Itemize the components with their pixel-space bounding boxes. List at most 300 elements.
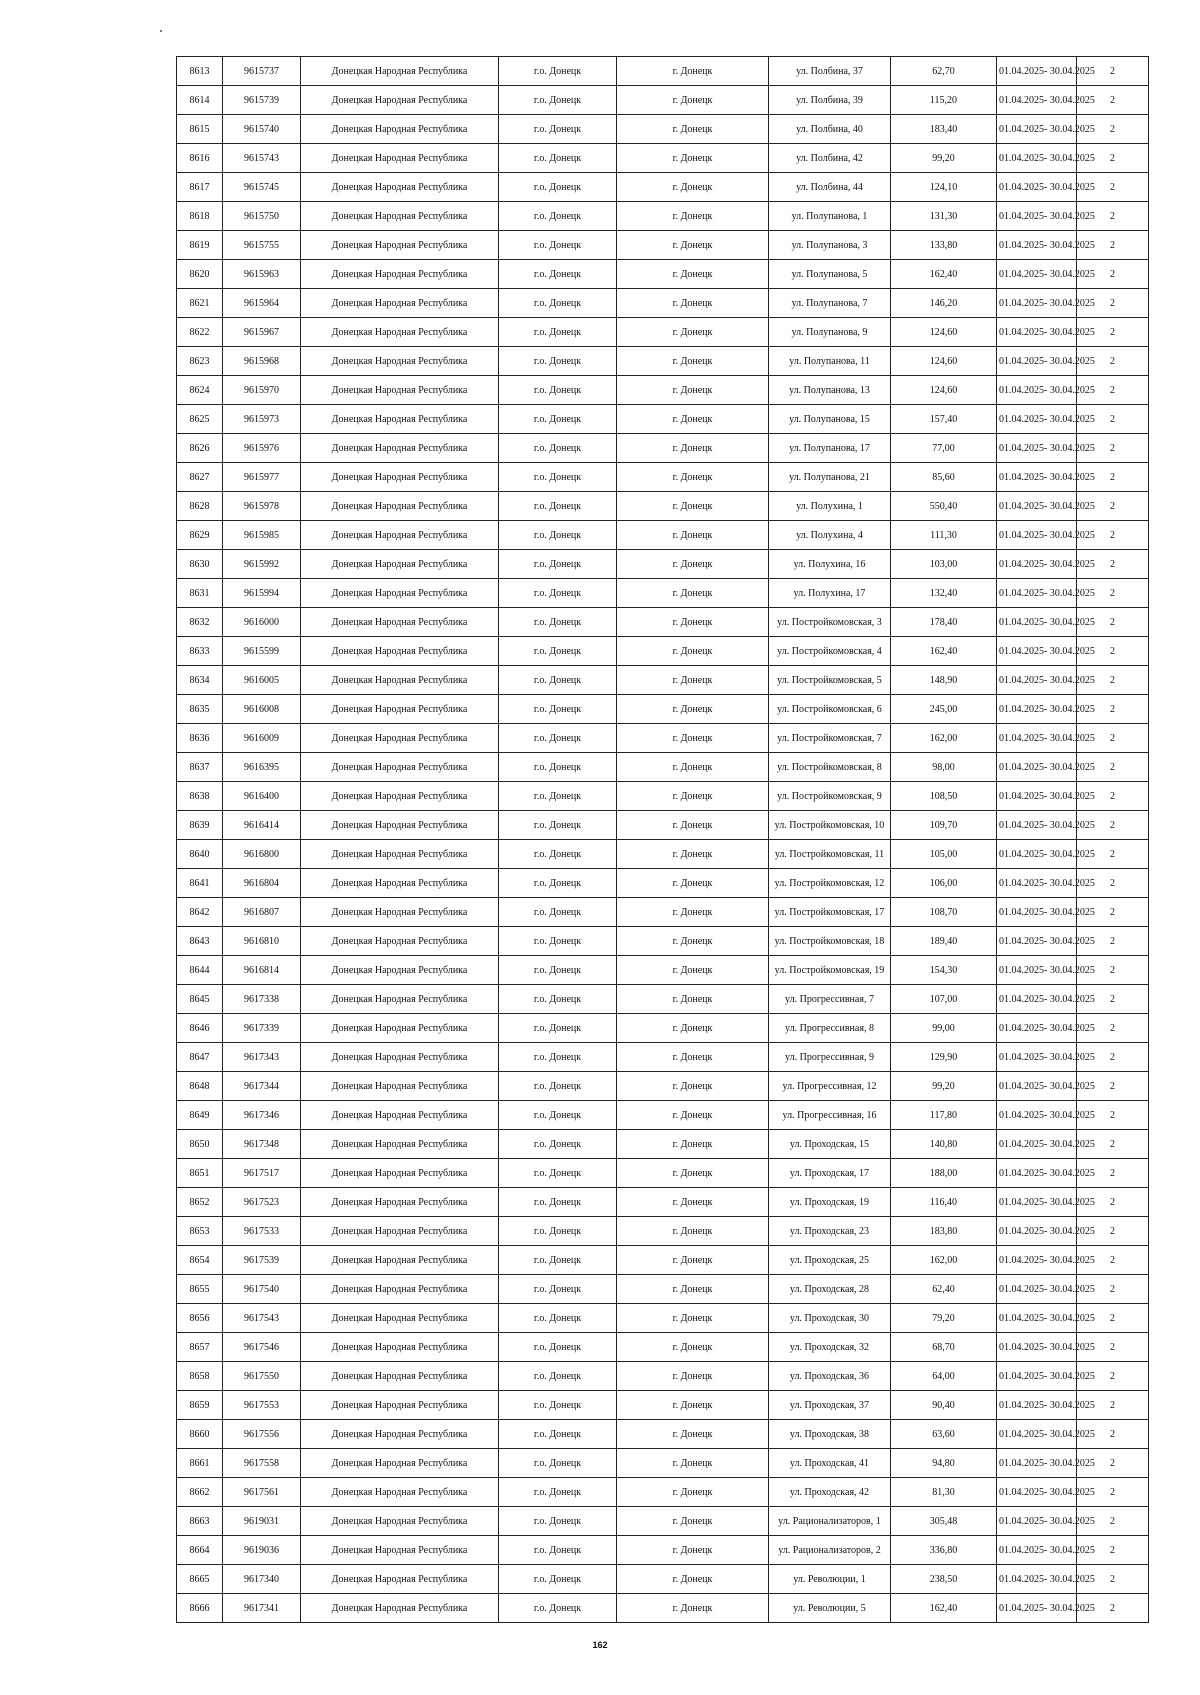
area-cell: 550,40 xyxy=(891,492,997,521)
region-cell: Донецкая Народная Республика xyxy=(301,57,499,86)
city-cell: г. Донецк xyxy=(617,492,769,521)
area-cell: 105,00 xyxy=(891,840,997,869)
area-cell: 162,40 xyxy=(891,637,997,666)
table-row xyxy=(177,260,1149,289)
row-number-cell: 8648 xyxy=(177,1072,223,1101)
period-cell: 01.04.2025- 30.04.2025 xyxy=(997,608,1077,637)
object-code-cell: 9615963 xyxy=(223,260,301,289)
object-code-cell: 9617556 xyxy=(223,1420,301,1449)
period-cell: 01.04.2025- 30.04.2025 xyxy=(997,1188,1077,1217)
district-cell: г.о. Донецк xyxy=(499,869,617,898)
address-cell: ул. Постройкомовская, 19 xyxy=(769,956,891,985)
row-number-cell: 8655 xyxy=(177,1275,223,1304)
category-cell: 2 xyxy=(1077,898,1149,927)
row-number-cell: 8641 xyxy=(177,869,223,898)
category-cell: 2 xyxy=(1077,1101,1149,1130)
table-row xyxy=(177,985,1149,1014)
region-cell: Донецкая Народная Республика xyxy=(301,985,499,1014)
city-cell: г. Донецк xyxy=(617,521,769,550)
period-cell: 01.04.2025- 30.04.2025 xyxy=(997,1130,1077,1159)
object-code-cell: 9615964 xyxy=(223,289,301,318)
city-cell: г. Донецк xyxy=(617,637,769,666)
address-cell: ул. Полбина, 37 xyxy=(769,57,891,86)
table-row xyxy=(177,1101,1149,1130)
table-row xyxy=(177,1014,1149,1043)
table-row xyxy=(177,1333,1149,1362)
row-number-cell: 8662 xyxy=(177,1478,223,1507)
category-cell: 2 xyxy=(1077,927,1149,956)
city-cell: г. Донецк xyxy=(617,115,769,144)
object-code-cell: 9615599 xyxy=(223,637,301,666)
city-cell: г. Донецк xyxy=(617,695,769,724)
period-cell: 01.04.2025- 30.04.2025 xyxy=(997,376,1077,405)
table-row xyxy=(177,811,1149,840)
district-cell: г.о. Донецк xyxy=(499,956,617,985)
table-row xyxy=(177,666,1149,695)
object-code-cell: 9619031 xyxy=(223,1507,301,1536)
area-cell: 178,40 xyxy=(891,608,997,637)
address-cell: ул. Революции, 5 xyxy=(769,1594,891,1623)
category-cell: 2 xyxy=(1077,1594,1149,1623)
object-code-cell: 9615739 xyxy=(223,86,301,115)
category-cell: 2 xyxy=(1077,1217,1149,1246)
address-cell: ул. Постройкомовская, 3 xyxy=(769,608,891,637)
period-cell: 01.04.2025- 30.04.2025 xyxy=(997,637,1077,666)
period-cell: 01.04.2025- 30.04.2025 xyxy=(997,1362,1077,1391)
area-cell: 99,00 xyxy=(891,1014,997,1043)
area-cell: 99,20 xyxy=(891,144,997,173)
row-number-cell: 8659 xyxy=(177,1391,223,1420)
table-row xyxy=(177,782,1149,811)
district-cell: г.о. Донецк xyxy=(499,1478,617,1507)
area-cell: 132,40 xyxy=(891,579,997,608)
period-cell: 01.04.2025- 30.04.2025 xyxy=(997,231,1077,260)
row-number-cell: 8663 xyxy=(177,1507,223,1536)
region-cell: Донецкая Народная Республика xyxy=(301,1478,499,1507)
city-cell: г. Донецк xyxy=(617,666,769,695)
object-code-cell: 9615994 xyxy=(223,579,301,608)
period-cell: 01.04.2025- 30.04.2025 xyxy=(997,434,1077,463)
city-cell: г. Донецк xyxy=(617,144,769,173)
table-row xyxy=(177,492,1149,521)
address-cell: ул. Проходская, 23 xyxy=(769,1217,891,1246)
category-cell: 2 xyxy=(1077,1188,1149,1217)
period-cell: 01.04.2025- 30.04.2025 xyxy=(997,1478,1077,1507)
area-cell: 106,00 xyxy=(891,869,997,898)
category-cell: 2 xyxy=(1077,463,1149,492)
category-cell: 2 xyxy=(1077,86,1149,115)
address-cell: ул. Полухина, 17 xyxy=(769,579,891,608)
city-cell: г. Донецк xyxy=(617,1159,769,1188)
category-cell: 2 xyxy=(1077,695,1149,724)
address-cell: ул. Полупанова, 5 xyxy=(769,260,891,289)
object-code-cell: 9617558 xyxy=(223,1449,301,1478)
district-cell: г.о. Донецк xyxy=(499,1420,617,1449)
table-row xyxy=(177,376,1149,405)
region-cell: Донецкая Народная Республика xyxy=(301,608,499,637)
area-cell: 154,30 xyxy=(891,956,997,985)
category-cell: 2 xyxy=(1077,1478,1149,1507)
category-cell: 2 xyxy=(1077,637,1149,666)
area-cell: 129,90 xyxy=(891,1043,997,1072)
object-code-cell: 9616395 xyxy=(223,753,301,782)
district-cell: г.о. Донецк xyxy=(499,1594,617,1623)
object-code-cell: 9615755 xyxy=(223,231,301,260)
object-code-cell: 9617339 xyxy=(223,1014,301,1043)
area-cell: 131,30 xyxy=(891,202,997,231)
area-cell: 124,60 xyxy=(891,318,997,347)
address-cell: ул. Проходская, 36 xyxy=(769,1362,891,1391)
district-cell: г.о. Донецк xyxy=(499,492,617,521)
category-cell: 2 xyxy=(1077,347,1149,376)
category-cell: 2 xyxy=(1077,1043,1149,1072)
row-number-cell: 8614 xyxy=(177,86,223,115)
row-number-cell: 8653 xyxy=(177,1217,223,1246)
category-cell: 2 xyxy=(1077,666,1149,695)
district-cell: г.о. Донецк xyxy=(499,840,617,869)
city-cell: г. Донецк xyxy=(617,1362,769,1391)
area-cell: 133,80 xyxy=(891,231,997,260)
region-cell: Донецкая Народная Республика xyxy=(301,492,499,521)
period-cell: 01.04.2025- 30.04.2025 xyxy=(997,695,1077,724)
city-cell: г. Донецк xyxy=(617,1449,769,1478)
district-cell: г.о. Донецк xyxy=(499,1275,617,1304)
area-cell: 103,00 xyxy=(891,550,997,579)
area-cell: 162,40 xyxy=(891,1594,997,1623)
category-cell: 2 xyxy=(1077,1362,1149,1391)
table-row xyxy=(177,608,1149,637)
row-number-cell: 8618 xyxy=(177,202,223,231)
region-cell: Донецкая Народная Республика xyxy=(301,1043,499,1072)
row-number-cell: 8635 xyxy=(177,695,223,724)
period-cell: 01.04.2025- 30.04.2025 xyxy=(997,1594,1077,1623)
category-cell: 2 xyxy=(1077,1246,1149,1275)
category-cell: 2 xyxy=(1077,318,1149,347)
address-cell: ул. Прогрессивная, 16 xyxy=(769,1101,891,1130)
address-cell: ул. Проходская, 32 xyxy=(769,1333,891,1362)
district-cell: г.о. Донецк xyxy=(499,1536,617,1565)
district-cell: г.о. Донецк xyxy=(499,1391,617,1420)
object-code-cell: 9615967 xyxy=(223,318,301,347)
object-code-cell: 9617543 xyxy=(223,1304,301,1333)
object-code-cell: 9617348 xyxy=(223,1130,301,1159)
address-cell: ул. Постройкомовская, 8 xyxy=(769,753,891,782)
city-cell: г. Донецк xyxy=(617,1188,769,1217)
object-code-cell: 9615978 xyxy=(223,492,301,521)
area-cell: 81,30 xyxy=(891,1478,997,1507)
object-code-cell: 9617340 xyxy=(223,1565,301,1594)
region-cell: Донецкая Народная Республика xyxy=(301,579,499,608)
region-cell: Донецкая Народная Республика xyxy=(301,260,499,289)
city-cell: г. Донецк xyxy=(617,840,769,869)
area-cell: 140,80 xyxy=(891,1130,997,1159)
region-cell: Донецкая Народная Республика xyxy=(301,318,499,347)
city-cell: г. Донецк xyxy=(617,231,769,260)
table-row xyxy=(177,1478,1149,1507)
period-cell: 01.04.2025- 30.04.2025 xyxy=(997,927,1077,956)
row-number-cell: 8627 xyxy=(177,463,223,492)
address-cell: ул. Прогрессивная, 9 xyxy=(769,1043,891,1072)
category-cell: 2 xyxy=(1077,1130,1149,1159)
city-cell: г. Донецк xyxy=(617,173,769,202)
category-cell: 2 xyxy=(1077,202,1149,231)
category-cell: 2 xyxy=(1077,521,1149,550)
category-cell: 2 xyxy=(1077,1391,1149,1420)
city-cell: г. Донецк xyxy=(617,405,769,434)
address-cell: ул. Полупанова, 11 xyxy=(769,347,891,376)
category-cell: 2 xyxy=(1077,753,1149,782)
area-cell: 62,40 xyxy=(891,1275,997,1304)
region-cell: Донецкая Народная Республика xyxy=(301,86,499,115)
period-cell: 01.04.2025- 30.04.2025 xyxy=(997,1217,1077,1246)
period-cell: 01.04.2025- 30.04.2025 xyxy=(997,869,1077,898)
district-cell: г.о. Донецк xyxy=(499,405,617,434)
region-cell: Донецкая Народная Республика xyxy=(301,434,499,463)
area-cell: 85,60 xyxy=(891,463,997,492)
row-number-cell: 8656 xyxy=(177,1304,223,1333)
row-number-cell: 8642 xyxy=(177,898,223,927)
row-number-cell: 8619 xyxy=(177,231,223,260)
district-cell: г.о. Донецк xyxy=(499,173,617,202)
table-row xyxy=(177,1362,1149,1391)
row-number-cell: 8621 xyxy=(177,289,223,318)
address-cell: ул. Полухина, 1 xyxy=(769,492,891,521)
period-cell: 01.04.2025- 30.04.2025 xyxy=(997,86,1077,115)
table-row xyxy=(177,840,1149,869)
region-cell: Донецкая Народная Республика xyxy=(301,1101,499,1130)
object-code-cell: 9615968 xyxy=(223,347,301,376)
object-code-cell: 9617517 xyxy=(223,1159,301,1188)
table-row xyxy=(177,521,1149,550)
object-code-cell: 9615985 xyxy=(223,521,301,550)
city-cell: г. Донецк xyxy=(617,1072,769,1101)
address-cell: ул. Полбина, 42 xyxy=(769,144,891,173)
city-cell: г. Донецк xyxy=(617,1043,769,1072)
period-cell: 01.04.2025- 30.04.2025 xyxy=(997,1246,1077,1275)
category-cell: 2 xyxy=(1077,811,1149,840)
category-cell: 2 xyxy=(1077,1507,1149,1536)
address-cell: ул. Прогрессивная, 12 xyxy=(769,1072,891,1101)
area-cell: 116,40 xyxy=(891,1188,997,1217)
period-cell: 01.04.2025- 30.04.2025 xyxy=(997,1507,1077,1536)
district-cell: г.о. Донецк xyxy=(499,521,617,550)
district-cell: г.о. Донецк xyxy=(499,202,617,231)
region-cell: Донецкая Народная Республика xyxy=(301,927,499,956)
area-cell: 157,40 xyxy=(891,405,997,434)
district-cell: г.о. Донецк xyxy=(499,1362,617,1391)
area-cell: 90,40 xyxy=(891,1391,997,1420)
object-code-cell: 9616800 xyxy=(223,840,301,869)
row-number-cell: 8651 xyxy=(177,1159,223,1188)
object-code-cell: 9615745 xyxy=(223,173,301,202)
area-cell: 117,80 xyxy=(891,1101,997,1130)
table-row xyxy=(177,898,1149,927)
region-cell: Донецкая Народная Республика xyxy=(301,1420,499,1449)
address-cell: ул. Постройкомовская, 11 xyxy=(769,840,891,869)
city-cell: г. Донецк xyxy=(617,927,769,956)
table-row xyxy=(177,1391,1149,1420)
area-cell: 94,80 xyxy=(891,1449,997,1478)
district-cell: г.о. Донецк xyxy=(499,347,617,376)
category-cell: 2 xyxy=(1077,869,1149,898)
region-cell: Донецкая Народная Республика xyxy=(301,1391,499,1420)
address-cell: ул. Постройкомовская, 6 xyxy=(769,695,891,724)
region-cell: Донецкая Народная Республика xyxy=(301,1333,499,1362)
city-cell: г. Донецк xyxy=(617,260,769,289)
row-number-cell: 8633 xyxy=(177,637,223,666)
period-cell: 01.04.2025- 30.04.2025 xyxy=(997,898,1077,927)
period-cell: 01.04.2025- 30.04.2025 xyxy=(997,1159,1077,1188)
district-cell: г.о. Донецк xyxy=(499,637,617,666)
region-cell: Донецкая Народная Республика xyxy=(301,898,499,927)
category-cell: 2 xyxy=(1077,1159,1149,1188)
period-cell: 01.04.2025- 30.04.2025 xyxy=(997,1449,1077,1478)
region-cell: Донецкая Народная Республика xyxy=(301,289,499,318)
row-number-cell: 8654 xyxy=(177,1246,223,1275)
row-number-cell: 8650 xyxy=(177,1130,223,1159)
city-cell: г. Донецк xyxy=(617,898,769,927)
row-number-cell: 8637 xyxy=(177,753,223,782)
region-cell: Донецкая Народная Республика xyxy=(301,1304,499,1333)
period-cell: 01.04.2025- 30.04.2025 xyxy=(997,1391,1077,1420)
table-row xyxy=(177,1217,1149,1246)
object-code-cell: 9616000 xyxy=(223,608,301,637)
city-cell: г. Донецк xyxy=(617,724,769,753)
address-cell: ул. Постройкомовская, 4 xyxy=(769,637,891,666)
object-code-cell: 9615973 xyxy=(223,405,301,434)
city-cell: г. Донецк xyxy=(617,1014,769,1043)
area-cell: 124,10 xyxy=(891,173,997,202)
table-row xyxy=(177,637,1149,666)
object-code-cell: 9615977 xyxy=(223,463,301,492)
category-cell: 2 xyxy=(1077,289,1149,318)
scan-speck xyxy=(160,30,162,32)
city-cell: г. Донецк xyxy=(617,956,769,985)
period-cell: 01.04.2025- 30.04.2025 xyxy=(997,405,1077,434)
city-cell: г. Донецк xyxy=(617,869,769,898)
area-cell: 188,00 xyxy=(891,1159,997,1188)
table-row xyxy=(177,1507,1149,1536)
city-cell: г. Донецк xyxy=(617,550,769,579)
city-cell: г. Донецк xyxy=(617,1420,769,1449)
period-cell: 01.04.2025- 30.04.2025 xyxy=(997,1304,1077,1333)
region-cell: Донецкая Народная Республика xyxy=(301,1217,499,1246)
category-cell: 2 xyxy=(1077,956,1149,985)
category-cell: 2 xyxy=(1077,1275,1149,1304)
period-cell: 01.04.2025- 30.04.2025 xyxy=(997,260,1077,289)
object-code-cell: 9615970 xyxy=(223,376,301,405)
region-cell: Донецкая Народная Республика xyxy=(301,376,499,405)
address-cell: ул. Проходская, 25 xyxy=(769,1246,891,1275)
table-row xyxy=(177,202,1149,231)
address-cell: ул. Полупанова, 1 xyxy=(769,202,891,231)
period-cell: 01.04.2025- 30.04.2025 xyxy=(997,521,1077,550)
area-cell: 77,00 xyxy=(891,434,997,463)
district-cell: г.о. Донецк xyxy=(499,811,617,840)
address-cell: ул. Проходская, 19 xyxy=(769,1188,891,1217)
row-number-cell: 8657 xyxy=(177,1333,223,1362)
district-cell: г.о. Донецк xyxy=(499,1304,617,1333)
category-cell: 2 xyxy=(1077,231,1149,260)
table-row xyxy=(177,231,1149,260)
table-row xyxy=(177,405,1149,434)
period-cell: 01.04.2025- 30.04.2025 xyxy=(997,115,1077,144)
city-cell: г. Донецк xyxy=(617,579,769,608)
district-cell: г.о. Донецк xyxy=(499,1246,617,1275)
period-cell: 01.04.2025- 30.04.2025 xyxy=(997,782,1077,811)
address-cell: ул. Полбина, 44 xyxy=(769,173,891,202)
city-cell: г. Донецк xyxy=(617,347,769,376)
city-cell: г. Донецк xyxy=(617,1536,769,1565)
area-cell: 245,00 xyxy=(891,695,997,724)
city-cell: г. Донецк xyxy=(617,985,769,1014)
district-cell: г.о. Донецк xyxy=(499,1217,617,1246)
table-row xyxy=(177,1188,1149,1217)
period-cell: 01.04.2025- 30.04.2025 xyxy=(997,144,1077,173)
area-cell: 99,20 xyxy=(891,1072,997,1101)
area-cell: 124,60 xyxy=(891,347,997,376)
page-number: 162 xyxy=(592,1640,608,1650)
city-cell: г. Донецк xyxy=(617,1130,769,1159)
address-cell: ул. Постройкомовская, 10 xyxy=(769,811,891,840)
region-cell: Донецкая Народная Республика xyxy=(301,811,499,840)
district-cell: г.о. Донецк xyxy=(499,724,617,753)
category-cell: 2 xyxy=(1077,260,1149,289)
category-cell: 2 xyxy=(1077,376,1149,405)
area-cell: 183,80 xyxy=(891,1217,997,1246)
object-code-cell: 9617553 xyxy=(223,1391,301,1420)
row-number-cell: 8634 xyxy=(177,666,223,695)
address-cell: ул. Прогрессивная, 7 xyxy=(769,985,891,1014)
category-cell: 2 xyxy=(1077,115,1149,144)
row-number-cell: 8647 xyxy=(177,1043,223,1072)
region-cell: Донецкая Народная Республика xyxy=(301,1014,499,1043)
row-number-cell: 8661 xyxy=(177,1449,223,1478)
object-code-cell: 9616807 xyxy=(223,898,301,927)
address-cell: ул. Постройкомовская, 9 xyxy=(769,782,891,811)
city-cell: г. Донецк xyxy=(617,753,769,782)
address-cell: ул. Проходская, 42 xyxy=(769,1478,891,1507)
address-cell: ул. Постройкомовская, 17 xyxy=(769,898,891,927)
object-code-cell: 9617523 xyxy=(223,1188,301,1217)
area-cell: 109,70 xyxy=(891,811,997,840)
row-number-cell: 8660 xyxy=(177,1420,223,1449)
city-cell: г. Донецк xyxy=(617,811,769,840)
category-cell: 2 xyxy=(1077,1536,1149,1565)
address-cell: ул. Постройкомовская, 5 xyxy=(769,666,891,695)
object-code-cell: 9617344 xyxy=(223,1072,301,1101)
table-row xyxy=(177,1072,1149,1101)
region-cell: Донецкая Народная Республика xyxy=(301,1507,499,1536)
address-cell: ул. Проходская, 28 xyxy=(769,1275,891,1304)
city-cell: г. Донецк xyxy=(617,782,769,811)
table-row xyxy=(177,1304,1149,1333)
object-code-cell: 9616005 xyxy=(223,666,301,695)
city-cell: г. Донецк xyxy=(617,86,769,115)
table-row xyxy=(177,550,1149,579)
city-cell: г. Донецк xyxy=(617,1333,769,1362)
table-row xyxy=(177,1275,1149,1304)
object-code-cell: 9616814 xyxy=(223,956,301,985)
district-cell: г.о. Донецк xyxy=(499,985,617,1014)
region-cell: Донецкая Народная Республика xyxy=(301,1362,499,1391)
housing-register-table xyxy=(176,56,1149,1623)
address-cell: ул. Полбина, 40 xyxy=(769,115,891,144)
area-cell: 183,40 xyxy=(891,115,997,144)
region-cell: Донецкая Народная Республика xyxy=(301,1130,499,1159)
category-cell: 2 xyxy=(1077,57,1149,86)
address-cell: ул. Проходская, 41 xyxy=(769,1449,891,1478)
